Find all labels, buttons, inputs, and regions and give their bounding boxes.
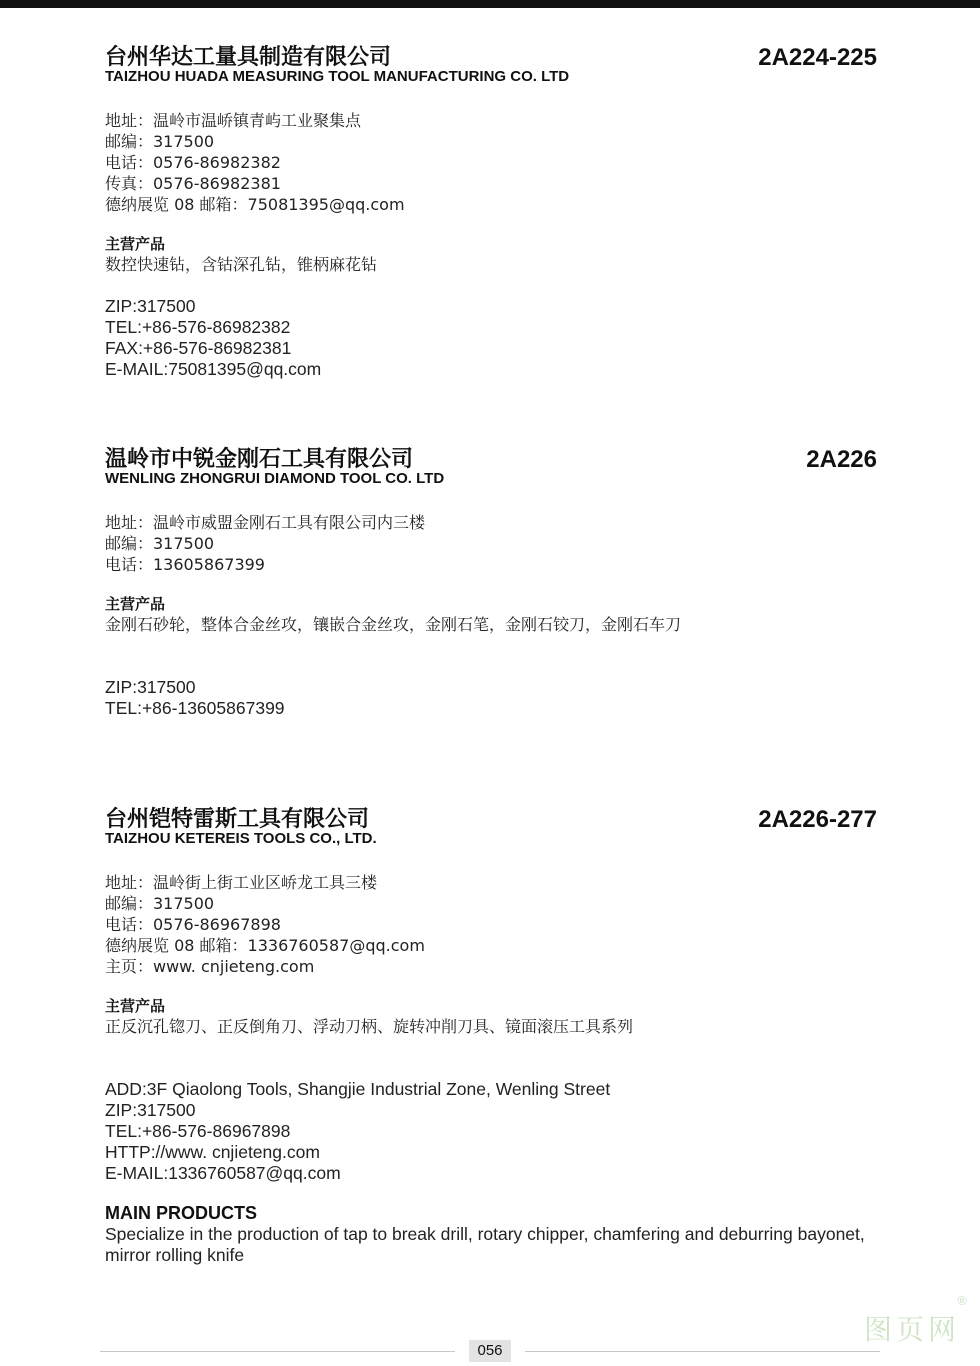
page-number: 056	[469, 1340, 511, 1362]
email-en: E-MAIL:1336760587@qq.com	[105, 1163, 341, 1183]
email-cn: 德纳展览 08 邮箱：75081395@qq.com	[105, 195, 405, 214]
phone-en: TEL:+86-576-86967898	[105, 1121, 291, 1141]
zip-en: ZIP:317500	[105, 296, 196, 316]
company-name-cn: 台州华达工量具制造有限公司	[105, 45, 392, 70]
page-footer	[0, 1330, 980, 1366]
products-text-cn: 正反沉孔锪刀、正反倒角刀、浮动刀柄、旋转冲削刀具、镜面滚压工具系列	[105, 1017, 634, 1036]
entry-header	[105, 446, 877, 476]
products-label-en: MAIN PRODUCTS	[105, 1203, 257, 1223]
zip-cn: 邮编：317500	[105, 894, 215, 913]
address-cn: 地址：温岭街上街工业区峤龙工具三楼	[105, 873, 378, 892]
main-products-cn	[105, 234, 877, 275]
contact-info-cn	[105, 872, 877, 977]
address-cn: 地址：温岭市温峤镇青屿工业聚集点	[105, 111, 362, 130]
contact-info-cn	[105, 110, 877, 215]
homepage-en: HTTP://www. cnjieteng.com	[105, 1142, 320, 1162]
products-text-cn: 数控快速钻，含钴深孔钻，锥柄麻花钻	[105, 255, 378, 274]
phone-cn: 电话：13605867399	[105, 555, 265, 574]
booth-number: 2A224-225	[758, 44, 877, 71]
company-name-en: TAIZHOU HUADA MEASURING TOOL MANUFACTURING CO. LTD	[105, 68, 570, 85]
contact-info-cn	[105, 512, 877, 575]
entry-header	[105, 806, 877, 836]
exhibitor-entry-3	[105, 806, 877, 1266]
main-products-en	[105, 1203, 877, 1266]
company-name-en: TAIZHOU KETEREIS TOOLS CO., LTD.	[105, 830, 377, 847]
watermark-text: 图页网	[863, 1313, 960, 1346]
company-name-en: WENLING ZHONGRUI DIAMOND TOOL CO. LTD	[105, 470, 445, 487]
company-name-cn: 温岭市中锐金刚石工具有限公司	[105, 447, 414, 472]
booth-number: 2A226-277	[758, 806, 877, 833]
contact-info-en	[105, 1079, 877, 1184]
contact-info-en	[105, 296, 877, 380]
phone-en: TEL:+86-13605867399	[105, 698, 285, 718]
entry-header	[105, 44, 877, 74]
email-cn: 德纳展览 08 邮箱：1336760587@qq.com	[105, 936, 425, 955]
phone-cn: 电话：0576-86967898	[105, 915, 281, 934]
top-rule	[0, 0, 980, 8]
address-cn: 地址：温岭市威盟金刚石工具有限公司内三楼	[105, 513, 426, 532]
exhibitor-entry-1	[105, 44, 877, 380]
zip-en: ZIP:317500	[105, 677, 196, 697]
products-text-en: Specialize in the production of tap to break drill, rotary chipper, chamfering and deburring bayonet, mirror rolling knife	[105, 1224, 865, 1265]
watermark-logo	[863, 1294, 968, 1348]
zip-cn: 邮编：317500	[105, 132, 215, 151]
zip-cn: 邮编：317500	[105, 534, 215, 553]
company-name-cn: 台州铠特雷斯工具有限公司	[105, 807, 370, 832]
fax-en: FAX:+86-576-86982381	[105, 338, 292, 358]
main-products-cn	[105, 594, 877, 635]
address-en: ADD:3F Qiaolong Tools, Shangjie Industrial Zone, Wenling Street	[105, 1079, 611, 1099]
phone-cn: 电话：0576-86982382	[105, 153, 281, 172]
products-text-cn: 金刚石砂轮，整体合金丝攻，镶嵌合金丝攻，金刚石笔，金刚石铰刀，金刚石车刀	[105, 615, 682, 634]
fax-cn: 传真：0576-86982381	[105, 174, 281, 193]
products-label-cn: 主营产品	[105, 235, 166, 253]
email-en: E-MAIL:75081395@qq.com	[105, 359, 322, 379]
exhibitor-entry-2	[105, 446, 877, 719]
homepage-cn: 主页：www. cnjieteng.com	[105, 957, 315, 976]
products-label-cn: 主营产品	[105, 997, 166, 1015]
contact-info-en	[105, 677, 877, 719]
registered-mark: ®	[956, 1294, 968, 1308]
zip-en: ZIP:317500	[105, 1100, 196, 1120]
footer-rule-left	[100, 1351, 455, 1352]
phone-en: TEL:+86-576-86982382	[105, 317, 291, 337]
main-products-cn	[105, 996, 877, 1037]
products-label-cn: 主营产品	[105, 595, 166, 613]
booth-number: 2A226	[806, 446, 877, 473]
footer-rule-right	[525, 1351, 880, 1352]
